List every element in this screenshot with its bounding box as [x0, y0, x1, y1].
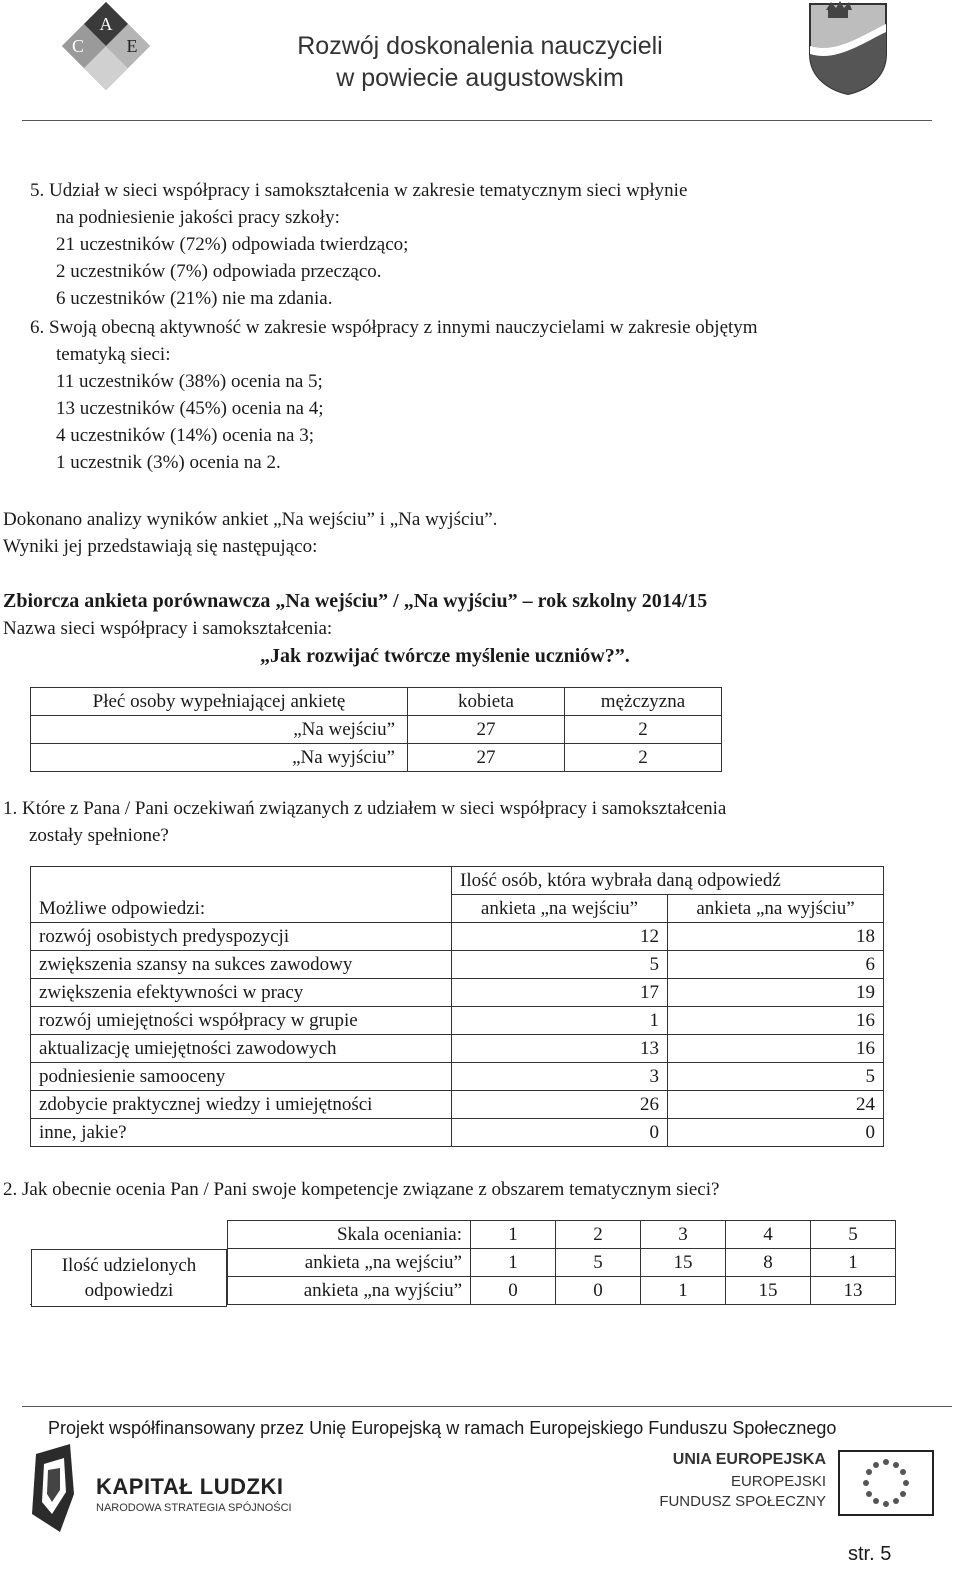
scale-cell: 2: [556, 1221, 641, 1249]
table-row: [31, 1119, 884, 1147]
value-cell: 5: [452, 951, 668, 979]
footer-text: Projekt współfinansowany przez Unię Europejską w ramach Europejskiego Funduszu Społecznego: [48, 1418, 837, 1438]
option-cell: rozwój osobistych predyspozycji: [31, 923, 452, 951]
table-cell: 27: [408, 716, 565, 744]
value-cell: 5: [556, 1249, 641, 1277]
table-row: [31, 1035, 884, 1063]
header-divider: [22, 120, 932, 121]
expectations-table: [30, 866, 884, 1147]
option-cell: zwiększenia szansy na sukces zawodowy: [31, 951, 452, 979]
analysis-info-line2: Wyniki jej przedstawiają się następująco:: [3, 536, 318, 557]
table-row: [31, 923, 884, 951]
table-row: [31, 951, 884, 979]
table-row: [31, 688, 722, 716]
question-1-line2: zostały spełnione?: [29, 825, 169, 846]
value-cell: 3: [452, 1063, 668, 1091]
value-cell: 24: [668, 1091, 884, 1119]
item-6-line: 4 uczestników (14%) ocenia na 3;: [56, 425, 314, 446]
value-cell: 8: [726, 1249, 811, 1277]
item-5: [30, 177, 950, 312]
option-cell: rozwój umiejętności współpracy w grupie: [31, 1007, 452, 1035]
cae-logo: [50, 0, 162, 90]
table-header-cell: Płeć osoby wypełniającej ankietę: [31, 688, 408, 716]
scale-cell: 1: [471, 1221, 556, 1249]
logo-letter-a: A: [99, 14, 113, 34]
table-cell: 27: [408, 744, 565, 772]
table-row: [31, 1221, 896, 1249]
value-cell: 0: [668, 1119, 884, 1147]
table-cell: „Na wejściu”: [31, 716, 408, 744]
item-5-line: 6 uczestników (21%) nie ma zdania.: [56, 288, 333, 309]
header-title-line2: w powiecie augustowskim: [336, 64, 624, 92]
logo-letter-c: C: [71, 36, 85, 56]
options-column-header: Możliwe odpowiedzi:: [31, 867, 452, 923]
out-label: ankieta „na wyjściu”: [228, 1277, 471, 1305]
item-5-line: 21 uczestników (72%) odpowiada twierdząco;: [56, 234, 409, 255]
value-cell: 26: [452, 1091, 668, 1119]
value-cell: 0: [452, 1119, 668, 1147]
kl-title: KAPITAŁ LUDZKI: [96, 1474, 284, 1499]
scale-cell: 4: [726, 1221, 811, 1249]
table-cell: „Na wyjściu”: [31, 744, 408, 772]
table-row: [31, 867, 884, 895]
option-cell: zwiększenia efektywności w pracy: [31, 979, 452, 1007]
table-row: [31, 744, 722, 772]
value-cell: 0: [556, 1277, 641, 1305]
value-cell: 5: [668, 1063, 884, 1091]
analysis-info: [3, 506, 923, 560]
kapital-ludzki-logo: [30, 1444, 310, 1534]
table-cell: 2: [565, 744, 722, 772]
value-cell: 16: [668, 1007, 884, 1035]
table-row: [31, 1091, 884, 1119]
table-header-cell: kobieta: [408, 688, 565, 716]
group-header: Ilość osób, która wybrała daną odpowiedź: [452, 867, 884, 895]
item-6-line: 13 uczestników (45%) ocenia na 4;: [56, 398, 324, 419]
eu-flag-icon: [838, 1450, 934, 1516]
value-cell: 6: [668, 951, 884, 979]
value-cell: 13: [811, 1277, 896, 1305]
value-cell: 1: [641, 1277, 726, 1305]
network-title: „Jak rozwijać twórcze myślenie uczniów?”.: [260, 645, 630, 667]
in-column-header: ankieta „na wejściu”: [452, 895, 668, 923]
item-5-line: na podniesienie jakości pracy szkoły:: [56, 207, 340, 228]
question-2-text: 2. Jak obecnie ocenia Pan / Pani swoje kompetencje związane z obszarem tematycznym sieci?: [3, 1179, 720, 1200]
item-6-line: 11 uczestników (38%) ocenia na 5;: [56, 371, 323, 392]
county-coat-of-arms-icon: [806, 0, 890, 96]
question-1: [3, 795, 933, 849]
out-column-header: ankieta „na wyjściu”: [668, 895, 884, 923]
option-cell: podniesienie samooceny: [31, 1063, 452, 1091]
scale-label: Skala oceniania:: [228, 1221, 471, 1249]
scale-cell: 3: [641, 1221, 726, 1249]
table-row: [31, 1007, 884, 1035]
table-cell: 2: [565, 716, 722, 744]
item-6-intro: 6. Swoją obecną aktywność w zakresie współpracy z innymi nauczycielami w zakresie objętym: [30, 317, 758, 338]
item-6-line: tematyką sieci:: [56, 344, 171, 365]
value-cell: 16: [668, 1035, 884, 1063]
value-cell: 0: [471, 1277, 556, 1305]
summary-heading: Zbiorcza ankieta porównawcza „Na wejściu” / „Na wyjściu” – rok szkolny 2014/15: [3, 590, 708, 612]
value-cell: 1: [471, 1249, 556, 1277]
ue-line2: EUROPEJSKI: [730, 1473, 826, 1490]
item-6: [30, 314, 950, 476]
value-cell: 12: [452, 923, 668, 951]
gender-table: [30, 687, 722, 772]
item-5-line: 2 uczestników (7%) odpowiada przecząco.: [56, 261, 382, 282]
in-label: ankieta „na wejściu”: [228, 1249, 471, 1277]
logo-letter-e: E: [126, 36, 138, 56]
value-cell: 18: [668, 923, 884, 951]
value-cell: 19: [668, 979, 884, 1007]
value-cell: 13: [452, 1035, 668, 1063]
question-1-line1: 1. Które z Pana / Pani oczekiwań związanych z udziałem w sieci współpracy i samokształcenia: [3, 798, 727, 819]
network-label: Nazwa sieci współpracy i samokształcenia:: [3, 618, 333, 639]
table-header-cell: mężczyzna: [565, 688, 722, 716]
ue-line1: UNIA EUROPEJSKA: [672, 1451, 826, 1468]
value-cell: 15: [641, 1249, 726, 1277]
ue-line3: FUNDUSZ SPOŁECZNY: [659, 1493, 826, 1510]
table-row: [31, 716, 722, 744]
value-cell: 15: [726, 1277, 811, 1305]
value-cell: 1: [811, 1249, 896, 1277]
value-cell: 17: [452, 979, 668, 1007]
item-5-intro: 5. Udział w sieci współpracy i samokształcenia w zakresie tematycznym sieci wpłynie: [30, 180, 688, 201]
option-cell: zdobycie praktycznej wiedzy i umiejętności: [31, 1091, 452, 1119]
eu-logo: [650, 1448, 940, 1518]
answers-count-header: Ilość udzielonych odpowiedzi: [31, 1249, 227, 1307]
header-title-line1: Rozwój doskonalenia nauczycieli: [297, 32, 663, 60]
header-title: [200, 30, 760, 94]
question-2: [3, 1176, 933, 1203]
value-cell: 1: [452, 1007, 668, 1035]
kl-subtitle: NARODOWA STRATEGIA SPÓJNOŚCI: [96, 1502, 292, 1514]
table-row: [31, 979, 884, 1007]
analysis-info-line1: Dokonano analizy wyników ankiet „Na wejściu” i „Na wyjściu”.: [3, 509, 498, 530]
table-row: [31, 1063, 884, 1091]
page-number: str. 5: [848, 1543, 892, 1565]
scale-cell: 5: [811, 1221, 896, 1249]
option-cell: inne, jakie?: [31, 1119, 452, 1147]
option-cell: aktualizację umiejętności zawodowych: [31, 1035, 452, 1063]
item-6-line: 1 uczestnik (3%) ocenia na 2.: [56, 452, 281, 473]
footer-divider: [22, 1406, 952, 1407]
